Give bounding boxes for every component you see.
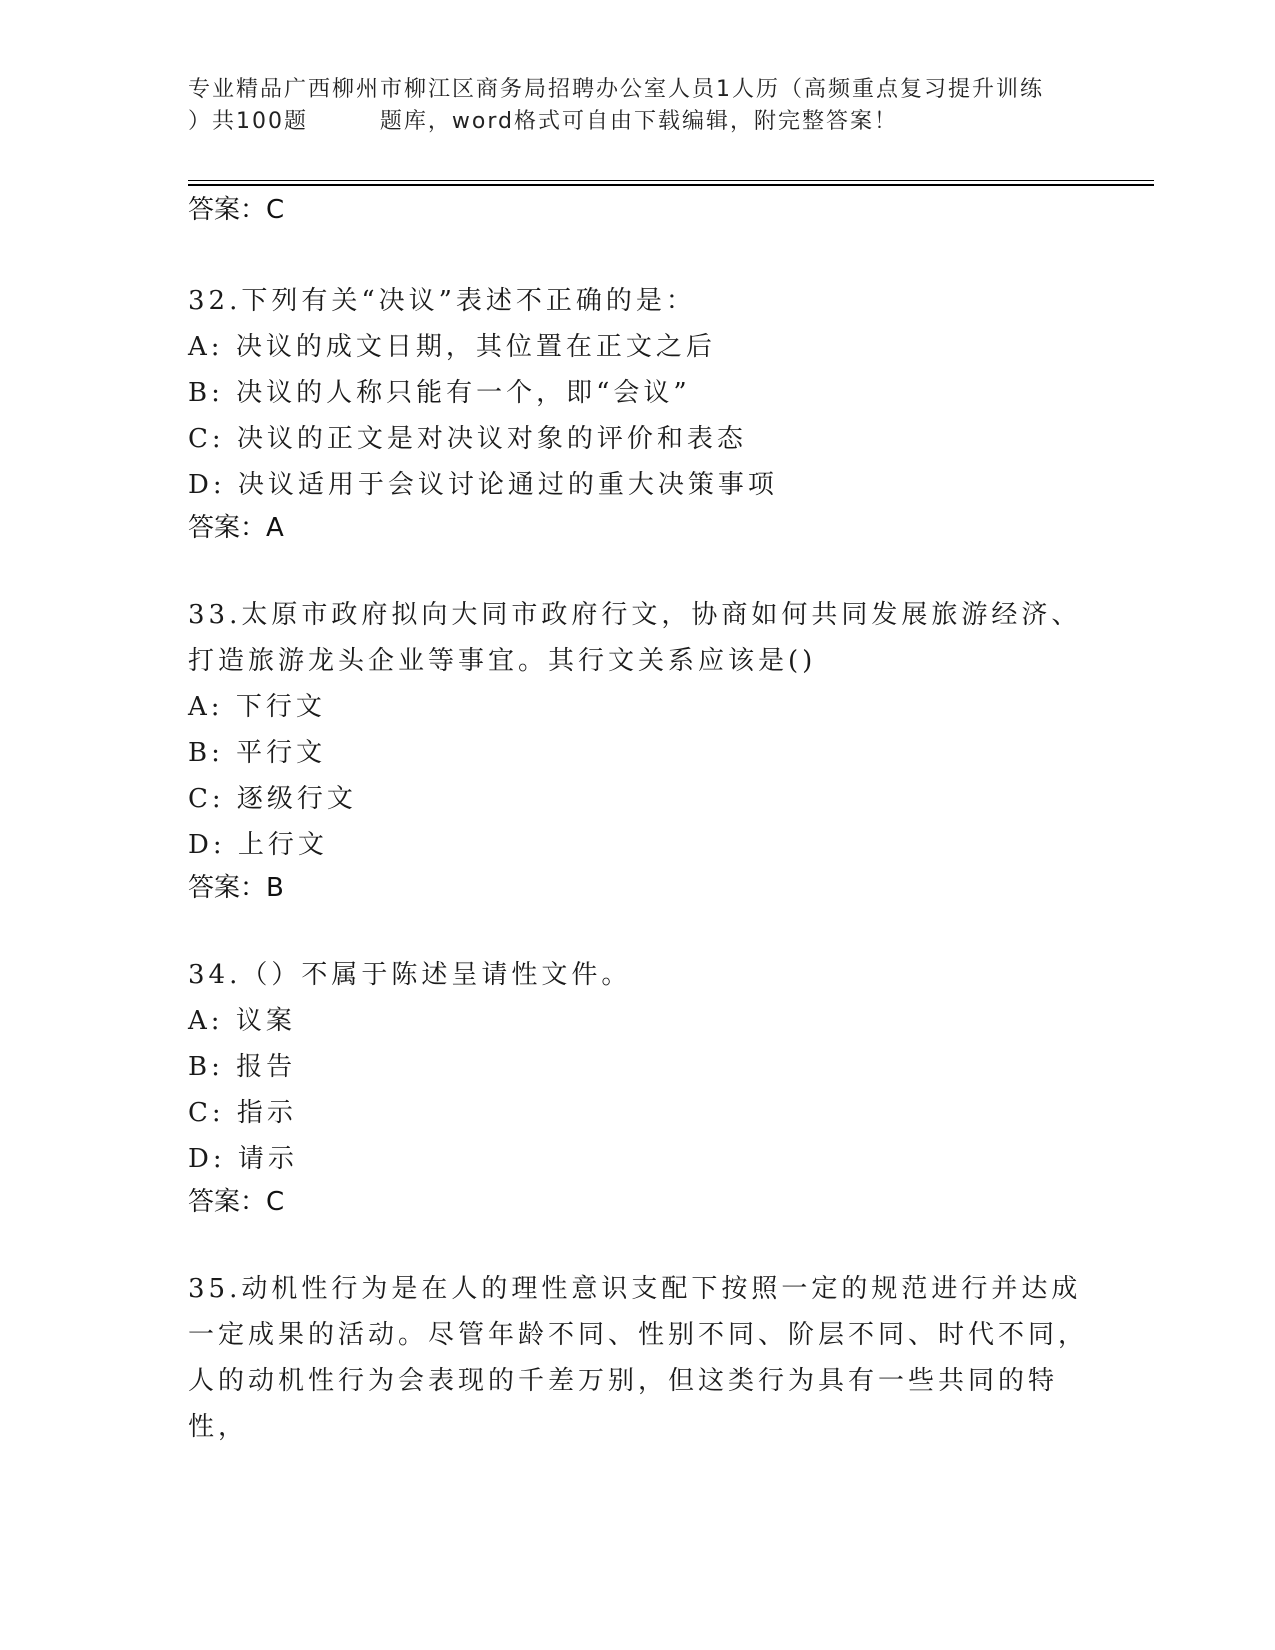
question-block bbox=[188, 1266, 1088, 1450]
option-b bbox=[188, 1044, 1088, 1090]
option-d bbox=[188, 462, 1088, 508]
option-text: 上行文 bbox=[237, 830, 328, 860]
option-letter: C: bbox=[188, 784, 225, 814]
option-a bbox=[188, 324, 1088, 370]
option-a bbox=[188, 684, 1088, 730]
option-letter: D: bbox=[188, 470, 226, 500]
option-text: 决议适用于会议讨论通过的重大决策事项 bbox=[237, 470, 778, 500]
option-letter: D: bbox=[188, 1144, 226, 1174]
option-text: 决议的人称只能有一个，即“会议” bbox=[236, 378, 691, 408]
spacer bbox=[188, 230, 1088, 278]
option-b bbox=[188, 370, 1088, 416]
option-c bbox=[188, 776, 1088, 822]
question-block bbox=[188, 278, 1088, 548]
header-divider-thin bbox=[188, 180, 1154, 181]
answer-line: 答案：B bbox=[188, 873, 284, 903]
option-text: 请示 bbox=[237, 1144, 298, 1174]
option-a bbox=[188, 998, 1088, 1044]
option-letter: C: bbox=[188, 424, 225, 454]
option-letter: B: bbox=[188, 738, 224, 768]
option-text: 逐级行文 bbox=[236, 784, 357, 814]
option-text: 下行文 bbox=[235, 692, 326, 722]
option-b bbox=[188, 730, 1088, 776]
spacer bbox=[188, 548, 1088, 592]
spacer bbox=[188, 908, 1088, 952]
header-divider-thick bbox=[188, 184, 1154, 186]
option-letter: A: bbox=[188, 692, 224, 722]
question-text: 33.太原市政府拟向大同市政府行文，协商如何共同发展旅游经济、打造旅游龙头企业等事宜。其行文关系应该是() bbox=[188, 600, 1082, 676]
option-text: 议案 bbox=[235, 1006, 296, 1036]
option-letter: C: bbox=[188, 1098, 225, 1128]
question-list bbox=[188, 190, 1088, 1450]
option-letter: B: bbox=[188, 1052, 224, 1082]
option-letter: A: bbox=[188, 332, 224, 362]
option-text: 决议的正文是对决议对象的评价和表态 bbox=[236, 424, 747, 454]
question-text: 35.动机性行为是在人的理性意识支配下按照一定的规范进行并达成一定成果的活动。尽管年龄不同、性别不同、阶层不同、时代不同，人的动机性行为会表现的千差万别，但这类行为具有一些共同的特性， bbox=[188, 1274, 1089, 1442]
spacer bbox=[188, 1222, 1088, 1266]
question-text: 32.下列有关“决议”表述不正确的是： bbox=[188, 286, 696, 316]
question-block bbox=[188, 592, 1088, 908]
option-text: 报告 bbox=[236, 1052, 297, 1082]
option-text: 指示 bbox=[236, 1098, 297, 1128]
option-d bbox=[188, 1136, 1088, 1182]
question-text: 34.（）不属于陈述呈请性文件。 bbox=[188, 960, 632, 990]
option-c bbox=[188, 416, 1088, 462]
option-text: 决议的成文日期，其位置在正文之后 bbox=[235, 332, 716, 362]
option-letter: B: bbox=[188, 378, 224, 408]
question-block bbox=[188, 952, 1088, 1222]
previous-answer: 答案：C bbox=[188, 195, 285, 225]
page-header bbox=[188, 74, 1088, 138]
option-d bbox=[188, 822, 1088, 868]
option-c bbox=[188, 1090, 1088, 1136]
header-title-line-2: ）共100题 题库，word格式可自由下载编辑，附完整答案！ bbox=[188, 109, 899, 134]
option-text: 平行文 bbox=[236, 738, 327, 768]
option-letter: D: bbox=[188, 830, 226, 860]
option-letter: A: bbox=[188, 1006, 224, 1036]
answer-line: 答案：C bbox=[188, 1187, 285, 1217]
answer-line: 答案：A bbox=[188, 513, 284, 543]
header-title-line-1: 专业精品广西柳州市柳江区商务局招聘办公室人员1人历（高频重点复习提升训练 bbox=[188, 77, 1044, 102]
